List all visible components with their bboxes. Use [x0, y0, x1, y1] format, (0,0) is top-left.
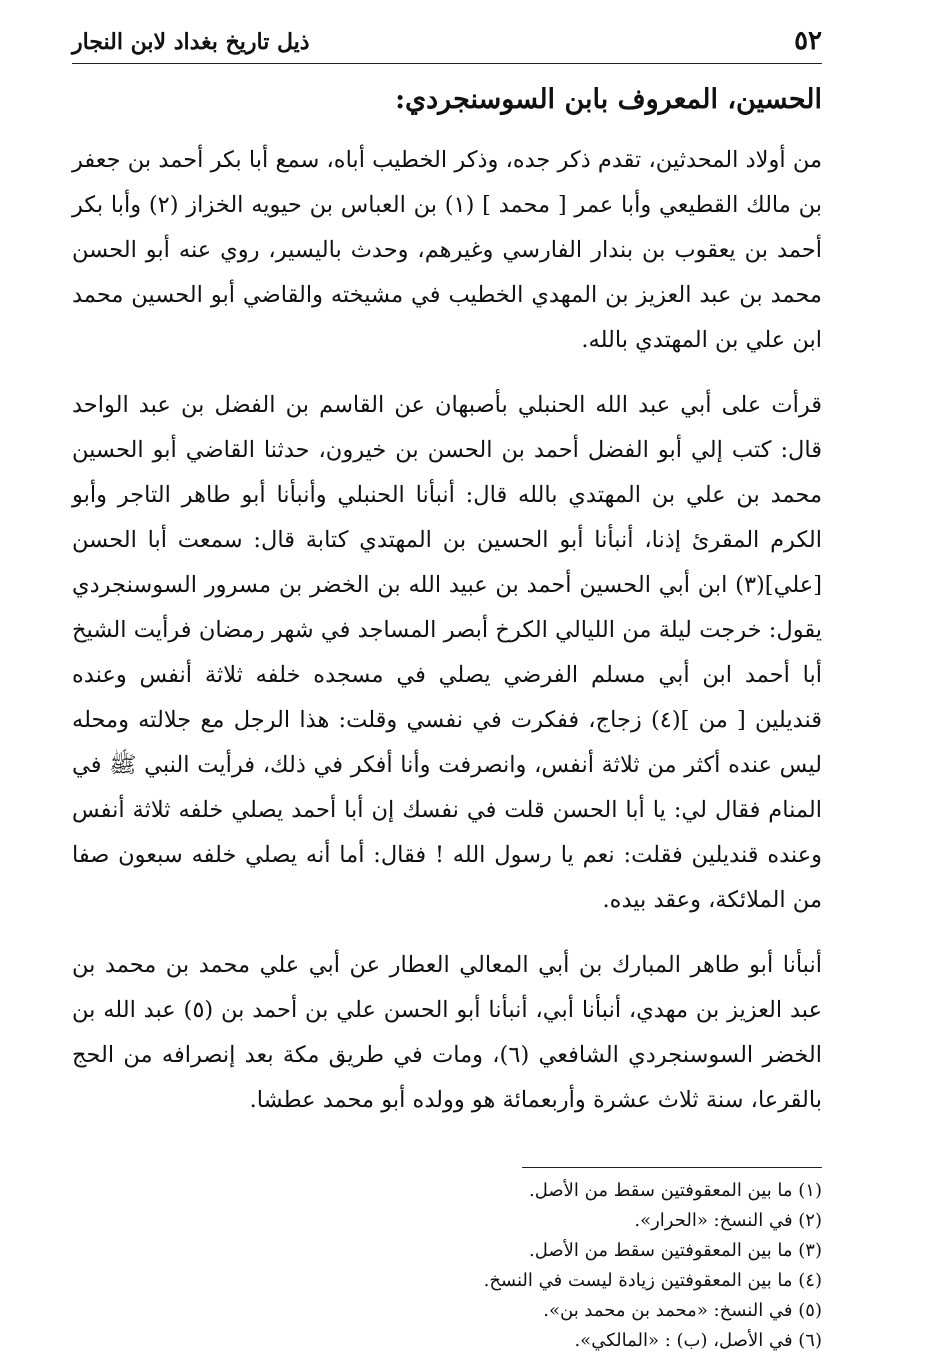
footnote-separator — [522, 1167, 822, 1168]
paragraph-death: أنبأنا أبو طاهر المبارك بن أبي المعالي العطار عن أبي علي محمد بن محمد بن عبد العزيز بن مهدي، أنبأنا أبي، أنبأنا أبو الحسن علي بن أحمد بن (٥) عبد الله بن الخضر السوسنجردي الشافعي (٦)، ومات في طريق مكة بعد إنصرافه من الحج بالقرعا، سنة ثلاث عشرة وأربعمائة هو وولده أبو محمد عطشا. — [72, 952, 822, 1113]
page — [72, 26, 822, 1356]
footnotes — [72, 1176, 822, 1356]
footnote-6: (٦) في الأصل، (ب) : «المالكي». — [574, 1330, 822, 1351]
footnote-5: (٥) في النسخ: «محمد بن محمد بن». — [543, 1300, 822, 1321]
running-title: ذيل تاريخ بغداد لابن النجار — [72, 29, 310, 55]
footnote-4: (٤) ما بين المعقوفتين زيادة ليست في النسخ. — [483, 1270, 822, 1291]
paragraph-biography: من أولاد المحدثين، تقدم ذكر جده، وذكر الخطيب أباه، سمع أبا بكر أحمد بن جعفر بن مالك القطيعي وأبا عمر [ محمد ] (١) بن العباس بن حيويه الخزاز (٢) وأبا بكر أحمد بن يعقوب بن بندار الفارسي وغيرهم، وحدث باليسير، روي عنه أبو الحسن محمد بن عبد العزيز بن المهدي الخطيب في مشيخته والقاضي أبو الحسين محمد ابن علي بن المهتدي بالله. — [72, 147, 822, 353]
running-header — [72, 26, 822, 64]
footnote-3: (٣) ما بين المعقوفتين سقط من الأصل. — [529, 1240, 822, 1261]
footnote-2: (٢) في النسخ: «الحرار». — [634, 1210, 822, 1231]
footnote-1: (١) ما بين المعقوفتين سقط من الأصل. — [529, 1180, 822, 1201]
entry-title: الحسين، المعروف بابن السوسنجردي: — [395, 84, 822, 115]
page-number: ٥٢ — [794, 26, 822, 56]
paragraph-narration: قرأت على أبي عبد الله الحنبلي بأصبهان عن القاسم بن الفضل بن عبد الواحد قال: كتب إلي أبو الفضل أحمد بن الحسن بن خيرون، حدثنا القاضي أبو الحسين محمد بن علي بن المهتدي بالله قال: أنبأنا الحنبلي وأنبأنا أبو طاهر التاجر وأبو الكرم المقرئ إذنا، أنبأنا أبو الحسين بن المهتدي كتابة قال: سمعت أبا الحسن [علي](٣) ابن أبي الحسين أحمد بن عبيد الله بن الخضر بن مسرور السوسنجردي يقول: خرجت ليلة من الليالي الكرخ أبصر المساجد في شهر رمضان فرأيت الشيخ أبا أحمد ابن أبي مسلم الفرضي يصلي في مسجده خلفه ثلاثة أنفس وعنده قنديلين [ من ](٤) زجاج، ففكرت في نفسي وقلت: هذا الرجل مع جلالته ومحله ليس عنده أكثر من ثلاثة أنفس، وانصرفت وأنا أفكر في ذلك، فرأيت النبي ﷺ في المنام فقال لي: يا أبا الحسن قلت في نفسك إن أبا أحمد يصلي خلفه ثلاثة أنفس وعنده قنديلين فقلت: نعم يا رسول الله ! فقال: أما أنه يصلي خلفه سبعون صفا من الملائكة، وعقد بيده. — [72, 392, 822, 913]
